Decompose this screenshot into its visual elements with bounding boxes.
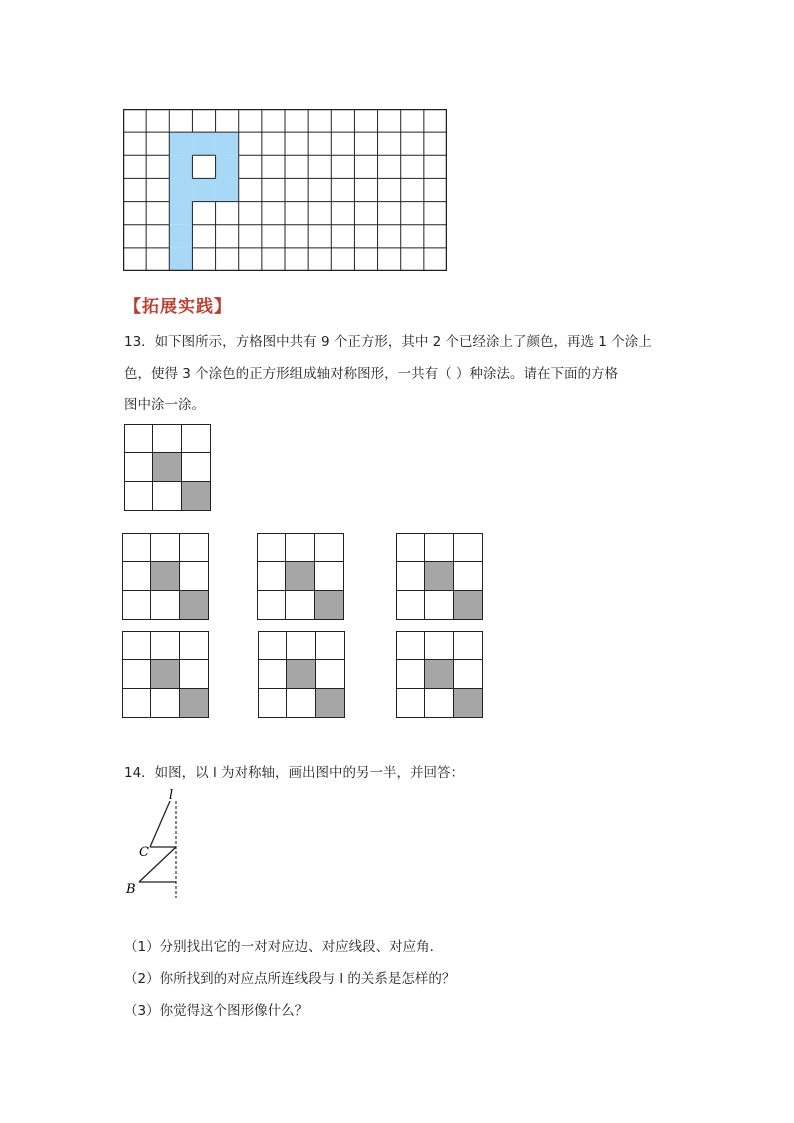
grid-cell[interactable] (425, 689, 454, 718)
grid-cell[interactable] (180, 562, 209, 591)
grid-cell[interactable] (315, 533, 344, 562)
grid-cell-shaded[interactable] (316, 689, 345, 718)
grid-cell[interactable] (151, 591, 180, 620)
grid-cell[interactable] (151, 689, 180, 718)
grid-cell[interactable] (258, 631, 287, 660)
q13-line-1: 13．如下图所示，方格图中共有 9 个正方形，其中 2 个已经涂上了颜色，再选 1 个涂上 (124, 334, 652, 350)
letter-p-cell (216, 155, 239, 178)
grid-cell-shaded (182, 482, 211, 511)
grid-cell-shaded[interactable] (286, 562, 315, 591)
letter-p-cell (169, 155, 192, 178)
grid-cell[interactable] (122, 562, 151, 591)
section-heading: 【拓展实践】 (124, 297, 232, 317)
grid-cell[interactable] (257, 533, 286, 562)
q13-answer-grid-1[interactable] (122, 533, 209, 620)
grid-cell[interactable] (122, 631, 151, 660)
grid-cell (124, 482, 153, 511)
grid-cell[interactable] (315, 562, 344, 591)
segment-top-slant (150, 801, 170, 847)
grid-cell[interactable] (258, 660, 287, 689)
grid-cell[interactable] (151, 533, 180, 562)
grid-cell[interactable] (286, 591, 315, 620)
q13-example-grid (124, 424, 211, 511)
grid-cell[interactable] (454, 533, 483, 562)
letter-p-cell (192, 132, 215, 155)
grid-cell[interactable] (180, 631, 209, 660)
grid-cell (124, 453, 153, 482)
grid-cell[interactable] (122, 689, 151, 718)
letter-p-cell (192, 178, 215, 201)
label-b: B (126, 882, 136, 897)
q13-answer-grid-6[interactable] (396, 631, 483, 718)
grid-cell (182, 453, 211, 482)
grid-cell[interactable] (257, 562, 286, 591)
letter-p-cell (169, 132, 192, 155)
q14-sub-3: （3）你觉得这个图形像什么？ (124, 1003, 309, 1019)
grid-cell[interactable] (396, 631, 425, 660)
grid-cell[interactable] (425, 631, 454, 660)
grid-cell[interactable] (425, 591, 454, 620)
grid-cell[interactable] (180, 533, 209, 562)
q14-sub-2: （2）你所找到的对应点所连线段与 l 的关系是怎样的？ (124, 971, 456, 987)
q14-text: 14．如图，以 l 为对称轴，画出图中的另一半，并回答： (124, 765, 465, 781)
label-l: l (169, 788, 174, 803)
grid-cell[interactable] (287, 631, 316, 660)
letter-p-cell (169, 202, 192, 225)
letter-p-cell (216, 132, 239, 155)
grid-cell[interactable] (287, 689, 316, 718)
grid-cell-shaded[interactable] (151, 660, 180, 689)
grid-cell-shaded[interactable] (180, 591, 209, 620)
grid-cell (153, 482, 182, 511)
grid-cell[interactable] (454, 660, 483, 689)
grid-cell[interactable] (257, 591, 286, 620)
letter-p-grid-svg (123, 109, 447, 271)
grid-cell[interactable] (286, 533, 315, 562)
grid-cell-shaded (153, 453, 182, 482)
q13-answer-grid-5[interactable] (258, 631, 345, 718)
q13-line-2: 色，使得 3 个涂色的正方形组成轴对称图形，一共有（ ）种涂法。请在下面的方格 (124, 366, 618, 382)
grid-cell-shaded[interactable] (151, 562, 180, 591)
grid-cell-shaded[interactable] (425, 660, 454, 689)
letter-p-cell (169, 178, 192, 201)
grid-cell (182, 424, 211, 453)
grid-cell[interactable] (454, 562, 483, 591)
q14-figure (120, 785, 190, 900)
grid-cell[interactable] (316, 631, 345, 660)
grid-cell[interactable] (396, 533, 425, 562)
grid-cell (124, 424, 153, 453)
grid-cell[interactable] (122, 533, 151, 562)
label-c: C (139, 845, 149, 860)
q14-sub-1: （1）分别找出它的一对对应边、对应线段、对应角． (124, 939, 444, 955)
q13-line-3: 图中涂一涂。 (124, 397, 205, 413)
grid-cell[interactable] (122, 660, 151, 689)
grid-cell-shaded[interactable] (315, 591, 344, 620)
letter-p-cell (169, 248, 192, 271)
grid-cell[interactable] (396, 591, 425, 620)
q13-answer-grid-4[interactable] (122, 631, 209, 718)
grid-cell[interactable] (425, 533, 454, 562)
grid-cell[interactable] (180, 660, 209, 689)
grid-cell[interactable] (454, 631, 483, 660)
letter-p-grid (123, 109, 447, 271)
grid-cell[interactable] (396, 562, 425, 591)
grid-cell[interactable] (151, 631, 180, 660)
grid-cell-shaded[interactable] (454, 591, 483, 620)
letter-p-cell (216, 178, 239, 201)
q13-answer-grid-2[interactable] (257, 533, 344, 620)
grid-cell[interactable] (316, 660, 345, 689)
grid-cell-shaded[interactable] (180, 689, 209, 718)
grid-cell[interactable] (396, 660, 425, 689)
grid-cell-shaded[interactable] (287, 660, 316, 689)
grid-cell-shaded[interactable] (454, 689, 483, 718)
grid-cell[interactable] (396, 689, 425, 718)
grid-cell[interactable] (258, 689, 287, 718)
grid-cell-shaded[interactable] (425, 562, 454, 591)
grid-cell[interactable] (122, 591, 151, 620)
q13-answer-grid-3[interactable] (396, 533, 483, 620)
grid-cell (153, 424, 182, 453)
letter-p-cell (169, 225, 192, 248)
